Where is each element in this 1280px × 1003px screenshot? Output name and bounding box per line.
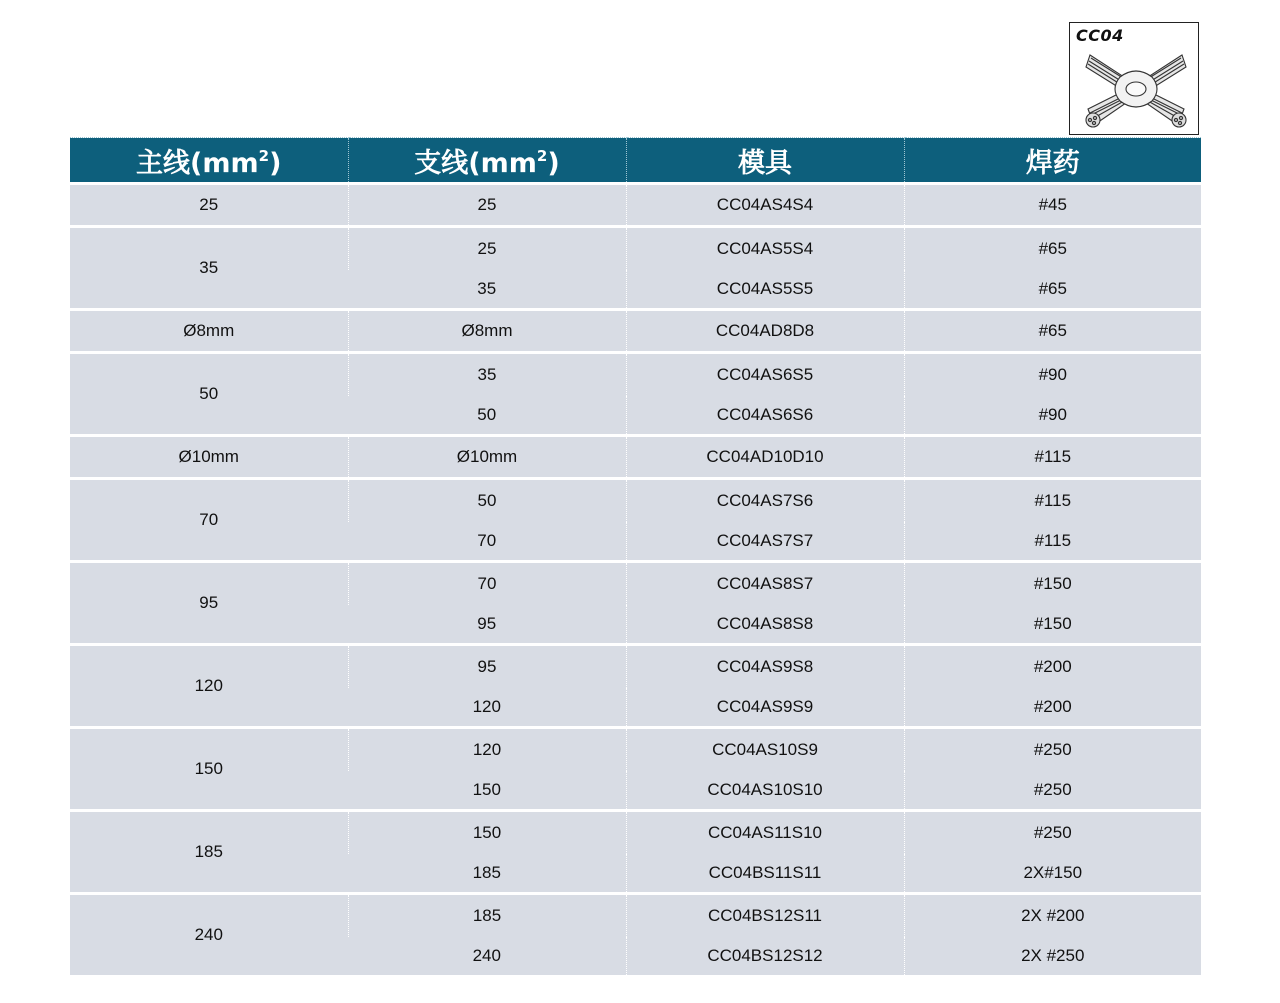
cell-mold: CC04AS4S4	[626, 184, 904, 227]
cell-flux: #115	[904, 436, 1201, 479]
cell-mold: CC04BS12S11	[626, 894, 904, 938]
cell-mold: CC04AS9S9	[626, 688, 904, 728]
cell-flux: #150	[904, 562, 1201, 606]
cell-branch-line: 150	[348, 811, 626, 855]
cell-main-line: 25	[70, 184, 348, 227]
table-row	[70, 645, 1201, 689]
cell-flux: #65	[904, 227, 1201, 271]
cell-flux: #115	[904, 522, 1201, 562]
cell-flux: #200	[904, 645, 1201, 689]
cell-mold: CC04AD8D8	[626, 310, 904, 353]
header-flux: 焊药	[904, 138, 1201, 184]
cell-branch-line: 70	[348, 562, 626, 606]
header-branch-line: 支线$(mm^2)$	[348, 138, 626, 184]
cell-mold: CC04AS6S5	[626, 353, 904, 397]
cell-branch-line: 50	[348, 479, 626, 523]
cell-main-line: 120	[70, 645, 348, 728]
cell-flux: #65	[904, 270, 1201, 310]
cell-mold: CC04AS11S10	[626, 811, 904, 855]
table-row	[70, 562, 1201, 606]
header-main-line: 主线$(mm^2)$	[70, 138, 348, 184]
cell-main-line: Ø10mm	[70, 436, 348, 479]
cell-mold: CC04AS7S7	[626, 522, 904, 562]
logo-label: CC04	[1076, 26, 1124, 45]
cell-branch-line: 35	[348, 353, 626, 397]
table-row	[70, 894, 1201, 938]
cell-main-line: Ø8mm	[70, 310, 348, 353]
cell-main-line: 95	[70, 562, 348, 645]
cell-mold: CC04AS10S9	[626, 728, 904, 772]
cell-flux: #250	[904, 811, 1201, 855]
cell-flux: 2X #200	[904, 894, 1201, 938]
cell-mold: CC04AS10S10	[626, 771, 904, 811]
table-header	[70, 138, 1201, 184]
cell-main-line: 150	[70, 728, 348, 811]
cell-mold: CC04AS5S4	[626, 227, 904, 271]
cell-branch-line: 95	[348, 645, 626, 689]
cell-mold: CC04BS12S12	[626, 937, 904, 975]
cell-main-line: 50	[70, 353, 348, 436]
cell-main-line: 70	[70, 479, 348, 562]
cell-flux: #90	[904, 396, 1201, 436]
table-row	[70, 227, 1201, 271]
cell-flux: #90	[904, 353, 1201, 397]
table-row	[70, 353, 1201, 397]
cell-flux: #150	[904, 605, 1201, 645]
cell-branch-line: 120	[348, 728, 626, 772]
cell-branch-line: Ø8mm	[348, 310, 626, 353]
cell-main-line: 240	[70, 894, 348, 976]
table-body	[70, 184, 1201, 976]
cell-flux: #250	[904, 771, 1201, 811]
cell-mold: CC04AS7S6	[626, 479, 904, 523]
header-mold: 模具	[626, 138, 904, 184]
product-logo	[1069, 22, 1199, 135]
cell-branch-line: 25	[348, 227, 626, 271]
cell-branch-line: 185	[348, 894, 626, 938]
cell-mold: CC04AS8S8	[626, 605, 904, 645]
cell-flux: #115	[904, 479, 1201, 523]
cell-main-line: 35	[70, 227, 348, 310]
table-row	[70, 479, 1201, 523]
cell-branch-line: 185	[348, 854, 626, 894]
cell-branch-line: 120	[348, 688, 626, 728]
cell-mold: CC04AS5S5	[626, 270, 904, 310]
spec-table	[70, 137, 1201, 975]
cell-flux: #200	[904, 688, 1201, 728]
table-row	[70, 728, 1201, 772]
cell-flux: #250	[904, 728, 1201, 772]
cell-main-line: 185	[70, 811, 348, 894]
table-row	[70, 811, 1201, 855]
cell-branch-line: Ø10mm	[348, 436, 626, 479]
cell-flux: #45	[904, 184, 1201, 227]
cell-branch-line: 35	[348, 270, 626, 310]
cell-mold: CC04BS11S11	[626, 854, 904, 894]
cell-branch-line: 50	[348, 396, 626, 436]
table-row	[70, 310, 1201, 353]
cell-branch-line: 25	[348, 184, 626, 227]
cable-cross-joint-icon	[1084, 47, 1188, 131]
cell-flux: 2X#150	[904, 854, 1201, 894]
cell-mold: CC04AS9S8	[626, 645, 904, 689]
cell-branch-line: 240	[348, 937, 626, 975]
cell-branch-line: 95	[348, 605, 626, 645]
table-row	[70, 436, 1201, 479]
cell-mold: CC04AS6S6	[626, 396, 904, 436]
header-row	[70, 138, 1201, 184]
cell-branch-line: 150	[348, 771, 626, 811]
cell-mold: CC04AD10D10	[626, 436, 904, 479]
cell-branch-line: 70	[348, 522, 626, 562]
cell-flux: 2X #250	[904, 937, 1201, 975]
cell-mold: CC04AS8S7	[626, 562, 904, 606]
table-row	[70, 184, 1201, 227]
cell-flux: #65	[904, 310, 1201, 353]
